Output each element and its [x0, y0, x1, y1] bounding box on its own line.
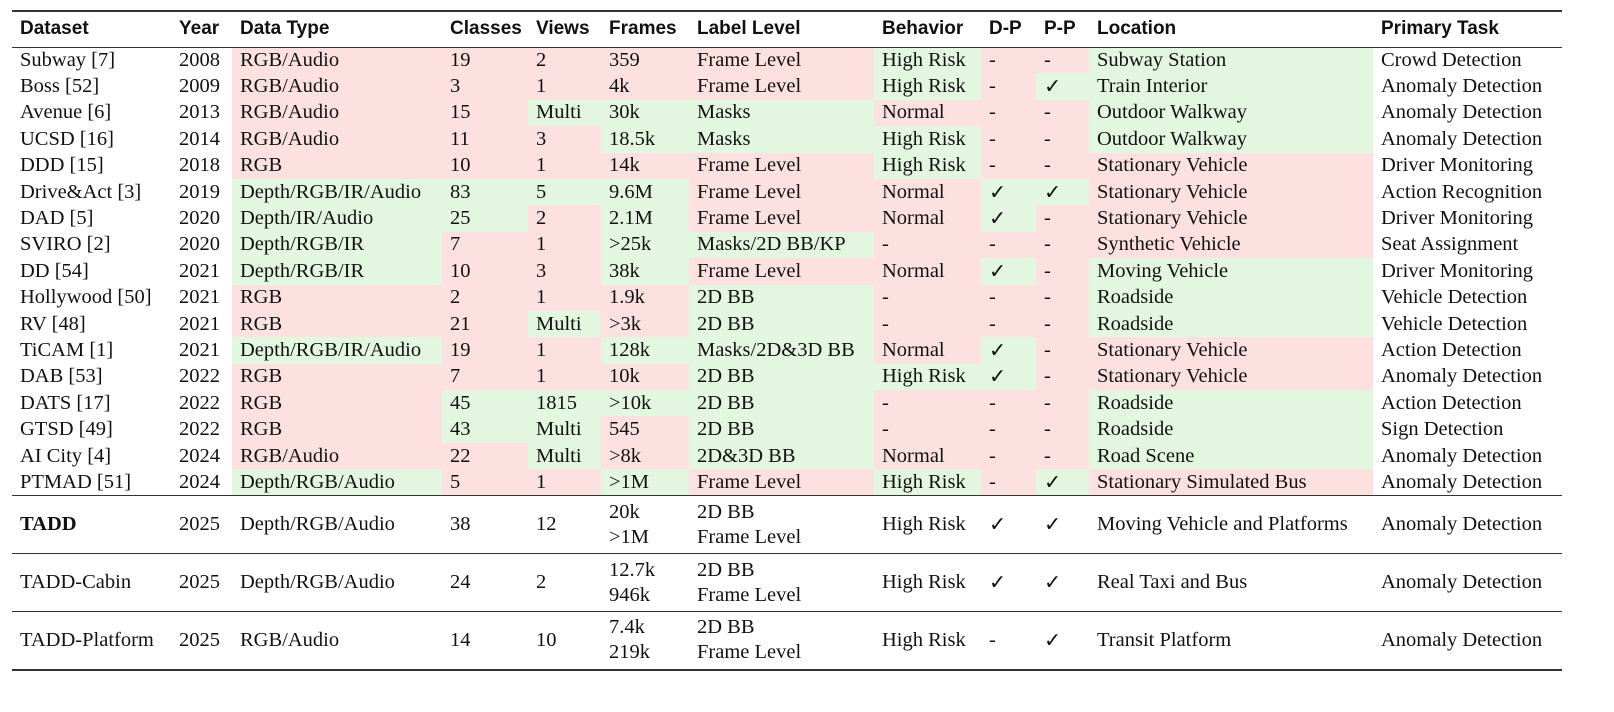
cell-classes: 21 — [442, 311, 528, 337]
cell-p-p: - — [1036, 258, 1089, 284]
cell-frames-line: 7.4k — [609, 616, 645, 639]
cell-classes: 25 — [442, 205, 528, 231]
cell-classes: 38 — [450, 513, 471, 536]
cell-label-level: 2D BB — [689, 416, 874, 442]
cell-label-level: Masks/2D BB/KP — [689, 232, 874, 258]
cell-data-type: RGB/Audio — [232, 73, 442, 99]
header-views: Views — [536, 18, 590, 40]
cell-data-type: RGB/Audio — [240, 628, 340, 651]
cell-classes: 11 — [442, 126, 528, 152]
cell-primary-task: Action Detection — [1381, 391, 1522, 414]
cell-location: Stationary Vehicle — [1089, 205, 1373, 231]
cell-behavior: High Risk — [874, 469, 981, 495]
cell-data-type: RGB — [232, 416, 442, 442]
cell-location: Roadside — [1089, 311, 1373, 337]
cell-d-p: - — [981, 126, 1036, 152]
cell-p-p: ✓ — [1036, 469, 1089, 495]
cell-primary-task: Anomaly Detection — [1381, 628, 1543, 651]
cell-frames-line: 12.7k — [609, 558, 656, 581]
cell-views: 1 — [528, 337, 601, 363]
header-dataset: Dataset — [20, 18, 89, 40]
cell-location: Roadside — [1089, 390, 1373, 416]
cell-frames: 9.6M — [601, 179, 689, 205]
cell-data-type: Depth/RGB/Audio — [240, 571, 395, 594]
header-year: Year — [179, 18, 220, 40]
cell-year: 2021 — [179, 312, 220, 335]
cell-behavior: High Risk — [874, 126, 981, 152]
cell-views: Multi — [528, 311, 601, 337]
cell-d-p: - — [989, 628, 996, 651]
cell-frames: 10k — [601, 364, 689, 390]
cell-views: 1 — [528, 364, 601, 390]
cell-label-level-line: Frame Level — [697, 525, 802, 548]
cell-dataset: Drive&Act [3] — [20, 180, 142, 203]
cell-d-p: ✓ — [981, 258, 1036, 284]
cell-p-p: - — [1036, 416, 1089, 442]
cell-p-p: - — [1036, 153, 1089, 179]
cell-year: 2008 — [179, 48, 220, 71]
cell-year: 2020 — [179, 233, 220, 256]
cell-label-level — [689, 612, 874, 670]
cell-frames — [601, 496, 689, 554]
cell-data-type: Depth/RGB/IR/Audio — [232, 337, 442, 363]
cell-dataset: Hollywood [50] — [20, 286, 152, 309]
cell-location: Roadside — [1089, 285, 1373, 311]
cell-primary-task: Anomaly Detection — [1381, 127, 1543, 150]
cell-location: Stationary Vehicle — [1089, 179, 1373, 205]
cell-data-type: RGB — [232, 390, 442, 416]
cell-dataset: PTMAD [51] — [20, 470, 132, 493]
cell-location: Stationary Simulated Bus — [1089, 469, 1373, 495]
cell-behavior: Normal — [874, 179, 981, 205]
cell-dataset: TADD-Platform — [20, 628, 154, 651]
cell-classes: 5 — [442, 469, 528, 495]
table-row — [12, 285, 1562, 311]
cell-location: Synthetic Vehicle — [1089, 232, 1373, 258]
header-primary-task: Primary Task — [1381, 18, 1499, 40]
cell-frames: 18.5k — [601, 126, 689, 152]
cell-views: 1 — [528, 73, 601, 99]
cell-year: 2025 — [179, 571, 220, 594]
cell-location: Outdoor Walkway — [1089, 126, 1373, 152]
cell-behavior: High Risk — [882, 628, 966, 651]
cell-primary-task: Driver Monitoring — [1381, 154, 1534, 177]
cell-d-p: - — [981, 469, 1036, 495]
cell-dataset: DAB [53] — [20, 365, 103, 388]
cell-location: Moving Vehicle — [1089, 258, 1373, 284]
header-row — [12, 11, 1562, 47]
cell-dataset: RV [48] — [20, 312, 86, 335]
cell-location: Real Taxi and Bus — [1097, 571, 1248, 594]
cell-data-type: Depth/RGB/IR/Audio — [232, 179, 442, 205]
cell-classes: 83 — [442, 179, 528, 205]
cell-classes: 3 — [442, 73, 528, 99]
cell-label-level: Frame Level — [689, 179, 874, 205]
table-row — [12, 364, 1562, 390]
table-row — [12, 47, 1562, 73]
cell-frames — [601, 554, 689, 612]
cell-location: Roadside — [1089, 416, 1373, 442]
cell-classes: 7 — [442, 364, 528, 390]
cell-behavior: High Risk — [882, 513, 966, 536]
cell-frames: 1.9k — [601, 285, 689, 311]
cell-year: 2022 — [179, 391, 220, 414]
cell-year: 2025 — [179, 628, 220, 651]
cell-frames-line: 20k — [609, 500, 640, 523]
cell-data-type: RGB/Audio — [232, 47, 442, 73]
cell-location: Stationary Vehicle — [1089, 153, 1373, 179]
cell-label-level: Frame Level — [689, 469, 874, 495]
cell-primary-task: Vehicle Detection — [1381, 312, 1528, 335]
tadd-row — [12, 612, 1562, 670]
cell-views: 2 — [528, 205, 601, 231]
cell-behavior: Normal — [874, 100, 981, 126]
cell-views: 1815 — [528, 390, 601, 416]
cell-label-level: Frame Level — [689, 47, 874, 73]
cell-views: 2 — [528, 47, 601, 73]
cell-year: 2021 — [179, 259, 220, 282]
cell-d-p: - — [981, 416, 1036, 442]
cell-data-type: Depth/IR/Audio — [232, 205, 442, 231]
cell-primary-task: Driver Monitoring — [1381, 259, 1534, 282]
table-row — [12, 469, 1562, 495]
cell-data-type: RGB — [232, 311, 442, 337]
table-row — [12, 416, 1562, 442]
cell-p-p: - — [1036, 443, 1089, 469]
cell-classes: 7 — [442, 232, 528, 258]
cell-d-p: ✓ — [981, 364, 1036, 390]
header-label-level: Label Level — [697, 18, 801, 40]
cell-data-type: Depth/RGB/IR — [232, 232, 442, 258]
cell-primary-task: Vehicle Detection — [1381, 286, 1528, 309]
cell-classes: 45 — [442, 390, 528, 416]
cell-data-type: RGB — [232, 285, 442, 311]
cell-views: Multi — [528, 443, 601, 469]
table-row — [12, 153, 1562, 179]
cell-dataset: GTSD [49] — [20, 418, 113, 441]
cell-behavior: Normal — [874, 337, 981, 363]
cell-dataset: TADD-Cabin — [20, 571, 132, 594]
cell-d-p: ✓ — [981, 205, 1036, 231]
cell-frames: 359 — [601, 47, 689, 73]
cell-label-level: 2D BB — [689, 364, 874, 390]
cell-behavior: High Risk — [874, 364, 981, 390]
cell-label-level-line: 2D BB — [697, 500, 755, 523]
cell-primary-task: Anomaly Detection — [1381, 571, 1543, 594]
dataset-comparison-table — [12, 10, 1562, 671]
cell-p-p: ✓ — [1044, 514, 1062, 537]
cell-primary-task: Sign Detection — [1381, 418, 1504, 441]
header-frames: Frames — [609, 18, 677, 40]
cell-d-p: - — [981, 73, 1036, 99]
cell-classes: 19 — [442, 47, 528, 73]
cell-classes: 15 — [442, 100, 528, 126]
cell-p-p: - — [1036, 364, 1089, 390]
header-location: Location — [1097, 18, 1177, 40]
cell-classes: 43 — [442, 416, 528, 442]
cell-d-p: - — [981, 285, 1036, 311]
cell-year: 2022 — [179, 365, 220, 388]
header-behavior: Behavior — [882, 18, 964, 40]
cell-label-level: Frame Level — [689, 205, 874, 231]
cell-location: Road Scene — [1089, 443, 1373, 469]
cell-year: 2014 — [179, 127, 220, 150]
cell-label-level-line: Frame Level — [697, 583, 802, 606]
cell-dataset: DDD [15] — [20, 154, 104, 177]
cell-views: 3 — [528, 126, 601, 152]
header-p-p: P-P — [1044, 18, 1076, 40]
cell-views: 12 — [536, 513, 557, 536]
related-datasets-body — [12, 47, 1562, 496]
cell-d-p: - — [981, 311, 1036, 337]
cell-primary-task: Anomaly Detection — [1381, 101, 1543, 124]
cell-frames: >10k — [601, 390, 689, 416]
cell-label-level: 2D&3D BB — [689, 443, 874, 469]
cell-year: 2019 — [179, 180, 220, 203]
cell-classes: 22 — [442, 443, 528, 469]
cell-p-p: ✓ — [1036, 73, 1089, 99]
cell-primary-task: Anomaly Detection — [1381, 444, 1543, 467]
table-row — [12, 179, 1562, 205]
cell-views: 3 — [528, 258, 601, 284]
cell-behavior: Normal — [874, 443, 981, 469]
table-row — [12, 126, 1562, 152]
cell-location: Stationary Vehicle — [1089, 337, 1373, 363]
cell-primary-task: Action Detection — [1381, 338, 1522, 361]
cell-frames: 128k — [601, 337, 689, 363]
cell-p-p: - — [1036, 337, 1089, 363]
cell-label-level: Frame Level — [689, 258, 874, 284]
cell-views: Multi — [528, 416, 601, 442]
cell-data-type: RGB — [232, 153, 442, 179]
cell-year: 2018 — [179, 154, 220, 177]
table-row — [12, 205, 1562, 231]
cell-views: 10 — [536, 628, 557, 651]
cell-d-p: ✓ — [981, 179, 1036, 205]
cell-year: 2021 — [179, 338, 220, 361]
cell-p-p: - — [1036, 126, 1089, 152]
cell-label-level: 2D BB — [689, 285, 874, 311]
cell-behavior: High Risk — [874, 73, 981, 99]
cell-data-type: Depth/RGB/Audio — [240, 513, 395, 536]
header-data-type: Data Type — [240, 18, 330, 40]
cell-behavior: - — [874, 311, 981, 337]
cell-label-level-line: Frame Level — [697, 641, 802, 664]
cell-label-level: 2D BB — [689, 311, 874, 337]
cell-dataset: UCSD [16] — [20, 127, 114, 150]
cell-label-level: 2D BB — [689, 390, 874, 416]
cell-behavior: High Risk — [882, 571, 966, 594]
cell-dataset: SVIRO [2] — [20, 233, 111, 256]
cell-dataset: DAD [5] — [20, 207, 94, 230]
cell-p-p: - — [1036, 311, 1089, 337]
cell-primary-task: Anomaly Detection — [1381, 365, 1543, 388]
cell-behavior: - — [874, 416, 981, 442]
cell-views: 1 — [528, 232, 601, 258]
cell-location: Train Interior — [1089, 73, 1373, 99]
cell-views: 2 — [536, 571, 547, 594]
cell-p-p: ✓ — [1036, 179, 1089, 205]
cell-frames: 38k — [601, 258, 689, 284]
cell-d-p: - — [981, 390, 1036, 416]
cell-behavior: High Risk — [874, 153, 981, 179]
cell-d-p: ✓ — [989, 572, 1007, 595]
cell-data-type: RGB/Audio — [232, 126, 442, 152]
cell-frames — [601, 612, 689, 670]
cell-views: Multi — [528, 100, 601, 126]
cell-d-p: - — [981, 153, 1036, 179]
cell-classes: 2 — [442, 285, 528, 311]
cell-behavior: Normal — [874, 205, 981, 231]
cell-dataset: Avenue [6] — [20, 101, 112, 124]
tadd-row — [12, 554, 1562, 612]
table-row — [12, 311, 1562, 337]
cell-year: 2021 — [179, 286, 220, 309]
cell-label-level: Frame Level — [689, 153, 874, 179]
cell-dataset: AI City [4] — [20, 444, 112, 467]
cell-data-type: Depth/RGB/Audio — [232, 469, 442, 495]
cell-d-p: ✓ — [981, 337, 1036, 363]
cell-p-p: - — [1036, 390, 1089, 416]
cell-year: 2024 — [179, 444, 220, 467]
table-row — [12, 100, 1562, 126]
cell-label-level-line: 2D BB — [697, 616, 755, 639]
cell-frames: 2.1M — [601, 205, 689, 231]
cell-p-p: - — [1036, 232, 1089, 258]
cell-p-p: - — [1036, 205, 1089, 231]
cell-data-type: RGB/Audio — [232, 100, 442, 126]
cell-label-level: Masks — [689, 126, 874, 152]
cell-classes: 14 — [450, 628, 471, 651]
cell-year: 2009 — [179, 75, 220, 98]
cell-classes: 24 — [450, 571, 471, 594]
cell-label-level — [689, 496, 874, 554]
cell-frames-line: 219k — [609, 641, 650, 664]
cell-frames: 4k — [601, 73, 689, 99]
cell-classes: 10 — [442, 153, 528, 179]
cell-d-p: - — [981, 443, 1036, 469]
cell-dataset: DATS [17] — [20, 391, 111, 414]
cell-data-type: RGB — [232, 364, 442, 390]
cell-behavior: Normal — [874, 258, 981, 284]
cell-label-level — [689, 554, 874, 612]
cell-primary-task: Anomaly Detection — [1381, 75, 1543, 98]
table-row — [12, 443, 1562, 469]
cell-primary-task: Driver Monitoring — [1381, 207, 1534, 230]
cell-d-p: - — [981, 232, 1036, 258]
cell-frames: 14k — [601, 153, 689, 179]
cell-views: 5 — [528, 179, 601, 205]
cell-location: Transit Platform — [1097, 628, 1232, 651]
cell-year: 2024 — [179, 470, 220, 493]
cell-d-p: - — [981, 47, 1036, 73]
header-classes: Classes — [450, 18, 522, 40]
table-row — [12, 390, 1562, 416]
cell-d-p: ✓ — [989, 514, 1007, 537]
tadd-datasets-body — [12, 496, 1562, 670]
table-row — [12, 337, 1562, 363]
cell-dataset: TiCAM [1] — [20, 338, 114, 361]
table-row — [12, 73, 1562, 99]
header-d-p: D-P — [989, 18, 1022, 40]
cell-frames: >25k — [601, 232, 689, 258]
cell-year: 2022 — [179, 418, 220, 441]
cell-views: 1 — [528, 285, 601, 311]
cell-p-p: ✓ — [1044, 572, 1062, 595]
cell-frames-line: >1M — [609, 525, 650, 548]
cell-label-level-line: 2D BB — [697, 558, 755, 581]
cell-frames: 30k — [601, 100, 689, 126]
cell-views: 1 — [528, 153, 601, 179]
cell-primary-task: Crowd Detection — [1381, 48, 1522, 71]
table-row — [12, 258, 1562, 284]
cell-primary-task: Seat Assignment — [1381, 233, 1519, 256]
cell-dataset: TADD — [20, 513, 77, 536]
cell-d-p: - — [981, 100, 1036, 126]
cell-frames: >8k — [601, 443, 689, 469]
cell-dataset: Subway [7] — [20, 48, 116, 71]
cell-dataset: Boss [52] — [20, 75, 100, 98]
cell-label-level: Masks — [689, 100, 874, 126]
cell-frames-line: 946k — [609, 583, 650, 606]
cell-label-level: Masks/2D&3D BB — [689, 337, 874, 363]
cell-data-type: RGB/Audio — [232, 443, 442, 469]
cell-classes: 10 — [442, 258, 528, 284]
cell-data-type: Depth/RGB/IR — [232, 258, 442, 284]
cell-views: 1 — [528, 469, 601, 495]
cell-location: Stationary Vehicle — [1089, 364, 1373, 390]
cell-year: 2020 — [179, 207, 220, 230]
cell-p-p: - — [1036, 100, 1089, 126]
cell-year: 2025 — [179, 513, 220, 536]
cell-behavior: - — [874, 232, 981, 258]
cell-location: Moving Vehicle and Platforms — [1097, 513, 1348, 536]
cell-location: Outdoor Walkway — [1089, 100, 1373, 126]
cell-p-p: - — [1036, 47, 1089, 73]
cell-frames: >3k — [601, 311, 689, 337]
cell-behavior: - — [874, 390, 981, 416]
cell-dataset: DD [54] — [20, 259, 89, 282]
cell-behavior: High Risk — [874, 47, 981, 73]
cell-label-level: Frame Level — [689, 73, 874, 99]
cell-primary-task: Anomaly Detection — [1381, 470, 1543, 493]
cell-frames: 545 — [601, 416, 689, 442]
cell-p-p: - — [1036, 285, 1089, 311]
cell-classes: 19 — [442, 337, 528, 363]
cell-p-p: ✓ — [1044, 629, 1062, 652]
cell-behavior: - — [874, 285, 981, 311]
table-row — [12, 232, 1562, 258]
cell-year: 2013 — [179, 101, 220, 124]
cell-primary-task: Anomaly Detection — [1381, 513, 1543, 536]
cell-frames: >1M — [601, 469, 689, 495]
cell-location: Subway Station — [1089, 47, 1373, 73]
tadd-row — [12, 496, 1562, 554]
cell-primary-task: Action Recognition — [1381, 180, 1543, 203]
